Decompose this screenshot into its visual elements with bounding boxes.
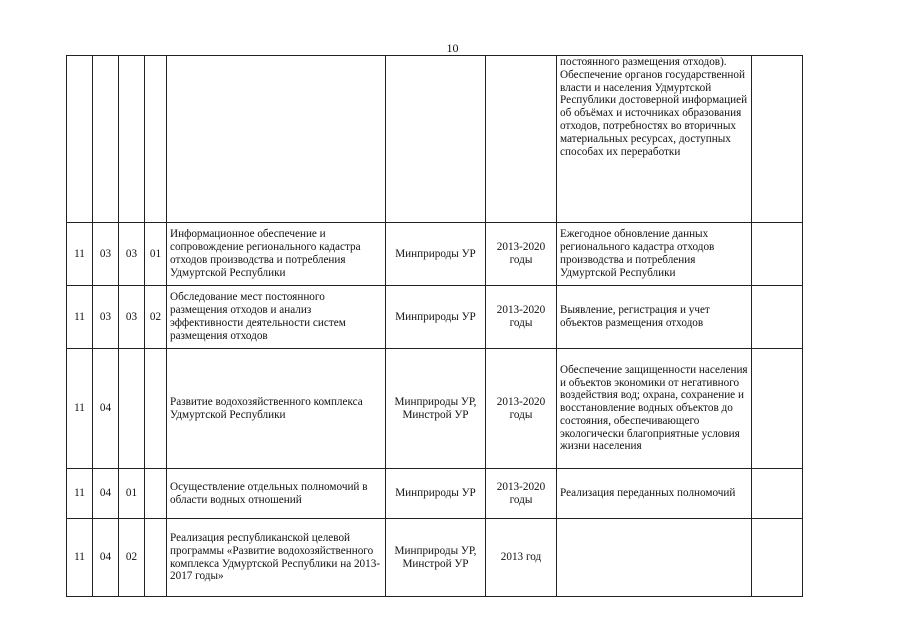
period-cell: 2013-2020 годы	[486, 349, 557, 469]
code-cell: 01	[145, 223, 167, 286]
code-cell	[93, 56, 119, 223]
code-cell: 04	[93, 519, 119, 597]
expected-result-cell: постоянного размещения отходов). Обеспечение органов государственной власти и населения Удмуртской Республики достоверной информацией об объёмах и источниках образования отходов, потребностях во вторичных материальных ресурсах, доступных способах их переработки	[557, 56, 752, 223]
code-cell: 11	[67, 469, 93, 519]
empty-cell	[752, 286, 803, 349]
code-cell: 11	[67, 223, 93, 286]
code-cell	[145, 56, 167, 223]
executor-cell: Минприроды УР, Минстрой УР	[386, 349, 486, 469]
code-cell: 03	[93, 286, 119, 349]
executor-cell: Минприроды УР, Минстрой УР	[386, 519, 486, 597]
code-cell	[145, 469, 167, 519]
code-cell: 02	[145, 286, 167, 349]
expected-result-cell: Ежегодное обновление данных регионального кадастра отходов производства и потребления Удмуртской Республики	[557, 223, 752, 286]
executor-cell: Минприроды УР	[386, 286, 486, 349]
expected-result-cell: Реализация переданных полномочий	[557, 469, 752, 519]
table-row	[67, 469, 803, 519]
code-cell: 02	[119, 519, 145, 597]
measure-name-cell: Осуществление отдельных полномочий в области водных отношений	[167, 469, 386, 519]
table-row	[67, 519, 803, 597]
code-cell	[145, 349, 167, 469]
period-cell	[486, 56, 557, 223]
measure-name-cell	[167, 56, 386, 223]
program-table	[66, 55, 803, 597]
period-cell: 2013-2020 годы	[486, 223, 557, 286]
code-cell: 11	[67, 286, 93, 349]
empty-cell	[752, 469, 803, 519]
code-cell: 11	[67, 519, 93, 597]
empty-cell	[752, 519, 803, 597]
code-cell: 03	[119, 223, 145, 286]
code-cell	[67, 56, 93, 223]
measure-name-cell: Реализация республиканской целевой программы «Развитие водохозяйственного комплекса Удмуртской Республики на 2013-2017 годы»	[167, 519, 386, 597]
measure-name-cell: Обследование мест постоянного размещения отходов и анализ эффективности деятельности систем размещения отходов	[167, 286, 386, 349]
expected-result-cell: Выявление, регистрация и учет объектов размещения отходов	[557, 286, 752, 349]
executor-cell	[386, 56, 486, 223]
code-cell: 04	[93, 469, 119, 519]
code-cell: 03	[119, 286, 145, 349]
code-cell: 01	[119, 469, 145, 519]
code-cell	[119, 56, 145, 223]
executor-cell: Минприроды УР	[386, 223, 486, 286]
code-cell: 11	[67, 349, 93, 469]
code-cell	[145, 519, 167, 597]
period-cell: 2013 год	[486, 519, 557, 597]
measure-name-cell: Развитие водохозяйственного комплекса Удмуртской Республики	[167, 349, 386, 469]
table-row	[67, 286, 803, 349]
code-cell: 04	[93, 349, 119, 469]
expected-result-cell	[557, 519, 752, 597]
expected-result-cell: Обеспечение защищенности населения и объектов экономики от негативного воздействия вод; охрана, сохранение и восстановление водных объектов до состояния, обеспечивающего экологически благоприятные условия жизни населения	[557, 349, 752, 469]
table-row	[67, 349, 803, 469]
empty-cell	[752, 56, 803, 223]
table-row	[67, 223, 803, 286]
measure-name-cell: Информационное обеспечение и сопровождение регионального кадастра отходов производства и потребления Удмуртской Республики	[167, 223, 386, 286]
empty-cell	[752, 223, 803, 286]
page-number: 10	[446, 41, 459, 55]
executor-cell: Минприроды УР	[386, 469, 486, 519]
code-cell: 03	[93, 223, 119, 286]
empty-cell	[752, 349, 803, 469]
period-cell: 2013-2020 годы	[486, 286, 557, 349]
code-cell	[119, 349, 145, 469]
table-row	[67, 56, 803, 223]
period-cell: 2013-2020 годы	[486, 469, 557, 519]
